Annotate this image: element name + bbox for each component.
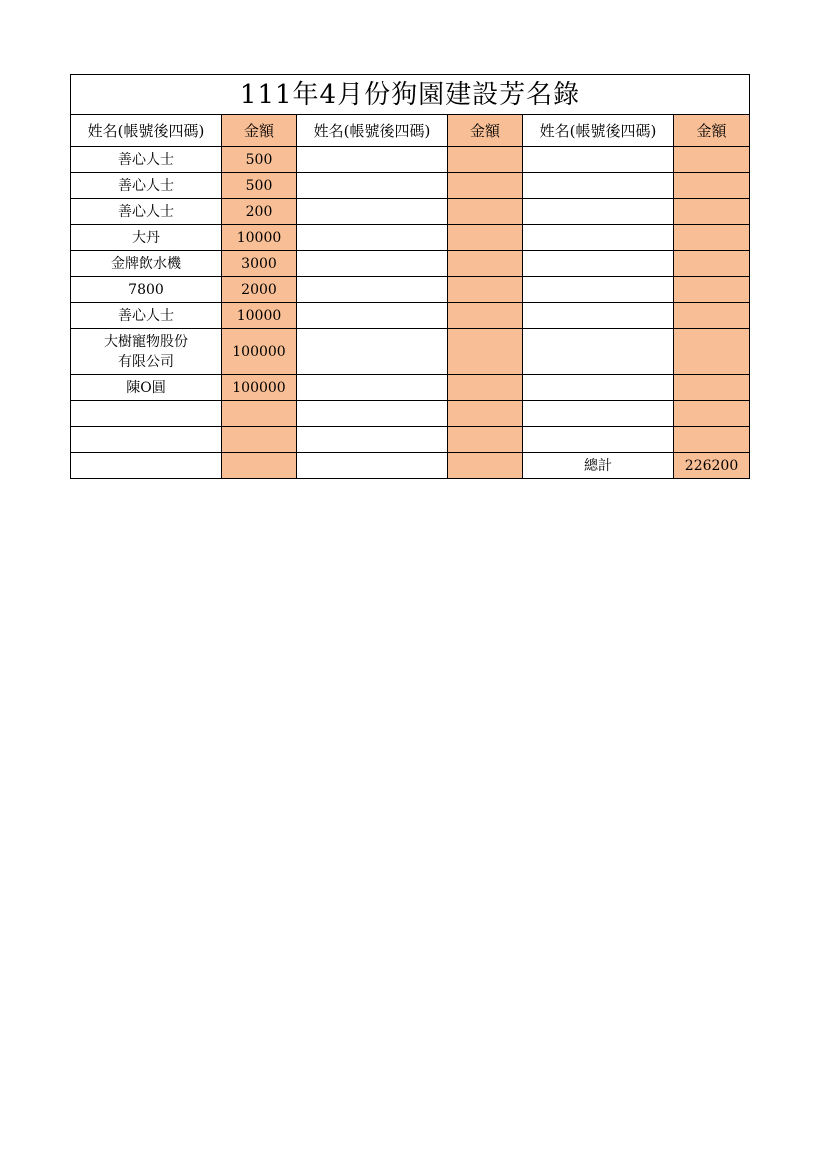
empty-amount-cell	[448, 427, 523, 453]
table-row	[71, 225, 750, 251]
empty-name-cell	[523, 277, 674, 303]
empty-name-cell	[523, 303, 674, 329]
table-row-empty	[71, 427, 750, 453]
table-row	[71, 329, 750, 375]
empty-amount-cell	[222, 427, 297, 453]
empty-amount-cell	[222, 453, 297, 479]
empty-amount-cell	[674, 303, 750, 329]
empty-amount-cell	[674, 251, 750, 277]
table-row	[71, 277, 750, 303]
title-row	[71, 75, 750, 115]
header-amount-col-2: 金額	[448, 115, 523, 147]
donor-amount: 10000	[222, 225, 297, 251]
empty-name-cell	[523, 147, 674, 173]
empty-name-cell	[297, 225, 448, 251]
page-title: 111年4月份狗園建設芳名錄	[71, 75, 750, 115]
donor-name: 善心人士	[71, 147, 222, 173]
empty-name-cell	[523, 375, 674, 401]
empty-amount-cell	[674, 225, 750, 251]
empty-name-cell	[523, 401, 674, 427]
empty-name-cell	[523, 199, 674, 225]
total-value: 226200	[674, 453, 750, 479]
empty-amount-cell	[448, 173, 523, 199]
empty-amount-cell	[674, 199, 750, 225]
donor-amount: 500	[222, 147, 297, 173]
empty-amount-cell	[448, 453, 523, 479]
empty-amount-cell	[674, 147, 750, 173]
empty-name-cell	[523, 329, 674, 375]
donor-amount: 100000	[222, 375, 297, 401]
donor-name: 善心人士	[71, 173, 222, 199]
donor-amount: 10000	[222, 303, 297, 329]
donor-name: 善心人士	[71, 303, 222, 329]
header-amount-col-1: 金額	[222, 115, 297, 147]
empty-name-cell	[297, 453, 448, 479]
donor-name	[71, 329, 222, 375]
table-row	[71, 303, 750, 329]
empty-amount-cell	[448, 251, 523, 277]
empty-name-cell	[71, 401, 222, 427]
donor-name-line-2: 有限公司	[118, 353, 174, 370]
donor-amount: 3000	[222, 251, 297, 277]
total-label: 總計	[523, 453, 674, 479]
empty-amount-cell	[448, 199, 523, 225]
empty-amount-cell	[674, 427, 750, 453]
header-name-col-1: 姓名(帳號後四碼)	[71, 115, 222, 147]
empty-name-cell	[523, 427, 674, 453]
donor-name: 善心人士	[71, 199, 222, 225]
table-row	[71, 173, 750, 199]
empty-amount-cell	[448, 303, 523, 329]
total-row	[71, 453, 750, 479]
empty-name-cell	[297, 251, 448, 277]
empty-name-cell	[297, 375, 448, 401]
empty-name-cell	[297, 401, 448, 427]
header-name-col-3: 姓名(帳號後四碼)	[523, 115, 674, 147]
empty-name-cell	[523, 225, 674, 251]
empty-name-cell	[297, 199, 448, 225]
empty-name-cell	[297, 329, 448, 375]
table-row	[71, 199, 750, 225]
donor-name: 陳O圓	[71, 375, 222, 401]
empty-amount-cell	[674, 329, 750, 375]
empty-amount-cell	[448, 375, 523, 401]
empty-amount-cell	[674, 277, 750, 303]
empty-name-cell	[297, 277, 448, 303]
empty-amount-cell	[448, 277, 523, 303]
header-amount-col-3: 金額	[674, 115, 750, 147]
donor-name: 金牌飲水機	[71, 251, 222, 277]
donor-name-line-1: 大樹寵物股份	[104, 333, 188, 350]
donor-amount: 2000	[222, 277, 297, 303]
empty-amount-cell	[448, 329, 523, 375]
donor-amount: 200	[222, 199, 297, 225]
empty-name-cell	[297, 303, 448, 329]
donor-amount: 100000	[222, 329, 297, 375]
donor-amount: 500	[222, 173, 297, 199]
empty-name-cell	[297, 147, 448, 173]
empty-amount-cell	[448, 147, 523, 173]
empty-name-cell	[523, 251, 674, 277]
empty-name-cell	[71, 427, 222, 453]
empty-name-cell	[297, 427, 448, 453]
header-name-col-2: 姓名(帳號後四碼)	[297, 115, 448, 147]
empty-amount-cell	[222, 401, 297, 427]
donor-list-table	[70, 74, 750, 479]
header-row	[71, 115, 750, 147]
empty-amount-cell	[448, 225, 523, 251]
donor-name: 7800	[71, 277, 222, 303]
empty-name-cell	[71, 453, 222, 479]
table-row-empty	[71, 401, 750, 427]
table-row	[71, 251, 750, 277]
empty-amount-cell	[674, 173, 750, 199]
donor-name: 大丹	[71, 225, 222, 251]
empty-amount-cell	[674, 401, 750, 427]
table-row	[71, 375, 750, 401]
table-row	[71, 147, 750, 173]
empty-amount-cell	[674, 375, 750, 401]
empty-name-cell	[297, 173, 448, 199]
empty-amount-cell	[448, 401, 523, 427]
empty-name-cell	[523, 173, 674, 199]
